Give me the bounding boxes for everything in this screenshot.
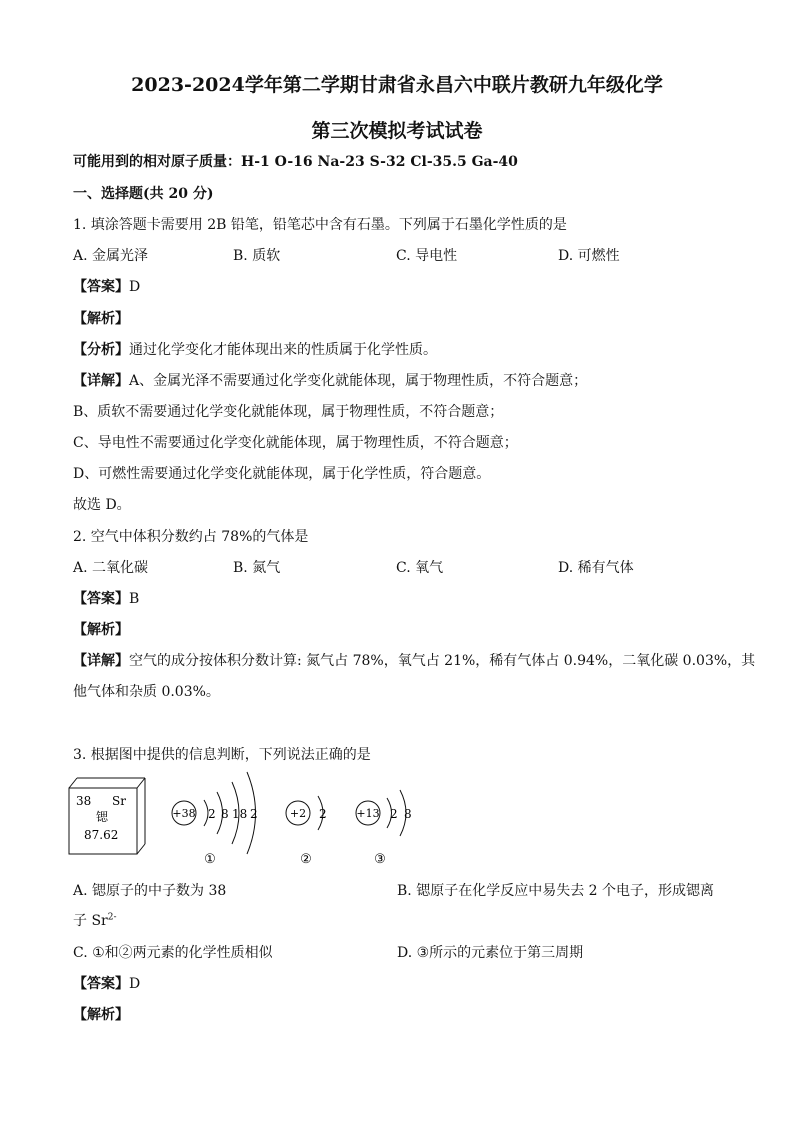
shell-1-2: 8 bbox=[221, 807, 229, 821]
q2-answer-line bbox=[73, 588, 139, 608]
element-name: 锶 bbox=[96, 810, 109, 824]
q2-detail-line2: 他气体和杂质 0.03%。 bbox=[73, 684, 220, 700]
answer-tag: 【答案】 bbox=[73, 279, 129, 295]
answer-tag: 【答案】 bbox=[73, 591, 129, 607]
q1-detail-line-a bbox=[73, 370, 587, 390]
detail-tag: 【详解】 bbox=[73, 653, 129, 669]
answer-tag: 【答案】 bbox=[73, 976, 129, 992]
shell-1-1: 2 bbox=[208, 807, 216, 821]
q3-answer: D bbox=[129, 976, 141, 992]
q2-option-b: B. 氮气 bbox=[233, 560, 281, 576]
q3-jiexi: 【解析】 bbox=[73, 1007, 129, 1023]
q3-option-d: D. ③所示的元素位于第三周期 bbox=[397, 945, 584, 961]
document-title-line1: 2023-2024学年第二学期甘肃省永昌六中联片教研九年级化学 bbox=[131, 74, 663, 96]
nucleus-2-charge: +2 bbox=[289, 807, 307, 820]
q3-option-b-line1: B. 锶原子在化学反应中易失去 2 个电子，形成锶离 bbox=[397, 883, 714, 899]
element-atomic-number: 38 bbox=[76, 794, 92, 808]
q1-detail-c: C、导电性不需要通过化学变化就能体现，属于物理性质，不符合题意； bbox=[73, 435, 518, 451]
q3-stem: 3. 根据图中提供的信息判断，下列说法正确的是 bbox=[73, 747, 371, 763]
shell-3-1: 2 bbox=[390, 807, 398, 821]
analysis-tag: 【分析】 bbox=[73, 342, 129, 358]
q3-option-b-text: 子 Sr bbox=[73, 913, 108, 929]
q1-option-d: D. 可燃性 bbox=[558, 248, 620, 264]
q1-conclusion: 故选 D。 bbox=[73, 497, 131, 513]
q1-jiexi: 【解析】 bbox=[73, 311, 129, 327]
section-heading-choice: 一、选择题(共 20 分) bbox=[73, 186, 214, 202]
q1-detail-a: A、金属光泽不需要通过化学变化就能体现，属于物理性质，不符合题意； bbox=[129, 373, 588, 389]
diagram-3-label: ③ bbox=[374, 852, 386, 867]
shell-2-1: 2 bbox=[319, 807, 327, 821]
q1-option-a: A. 金属光泽 bbox=[73, 248, 149, 264]
q2-option-c: C. 氧气 bbox=[396, 560, 444, 576]
q2-detail-1: 空气的成分按体积分数计算: 氮气占 78%，氧气占 21%，稀有气体占 0.94%，二氧化碳 0.03%，其 bbox=[129, 653, 756, 669]
q2-answer: B bbox=[129, 591, 140, 607]
q3-option-b-charge: 2- bbox=[107, 912, 117, 923]
nucleus-1-charge: +38 bbox=[172, 807, 196, 820]
q2-detail-line1 bbox=[73, 650, 755, 670]
q3-option-b-line2 bbox=[73, 910, 117, 930]
q1-detail-b: B、质软不需要通过化学变化就能体现，属于物理性质，不符合题意； bbox=[73, 404, 504, 420]
detail-tag: 【详解】 bbox=[73, 373, 129, 389]
element-symbol: Sr bbox=[112, 794, 126, 808]
q2-stem: 2. 空气中体积分数约占 78%的气体是 bbox=[73, 529, 309, 545]
shell-1-3: 18 bbox=[232, 807, 248, 821]
q1-option-c: C. 导电性 bbox=[396, 248, 458, 264]
q1-detail-d: D、可燃性需要通过化学变化就能体现，属于化学性质，符合题意。 bbox=[73, 466, 491, 482]
q3-option-c: C. ①和②两元素的化学性质相似 bbox=[73, 945, 273, 961]
q2-option-d: D. 稀有气体 bbox=[558, 560, 634, 576]
q3-answer-line bbox=[73, 973, 140, 993]
shell-1-4: 2 bbox=[250, 807, 258, 821]
q1-analysis-line bbox=[73, 339, 437, 359]
q1-answer-line bbox=[73, 276, 140, 296]
q1-answer: D bbox=[129, 279, 141, 295]
q3-option-a: A. 锶原子的中子数为 38 bbox=[73, 883, 227, 899]
nucleus-3-charge: +13 bbox=[356, 807, 380, 820]
diagram-2-label: ② bbox=[300, 852, 312, 867]
q2-jiexi: 【解析】 bbox=[73, 622, 129, 638]
atomic-masses-line: 可能用到的相对原子质量：H-1 O-16 Na-23 S-32 Cl-35.5 Ga-40 bbox=[73, 154, 518, 170]
q1-analysis: 通过化学变化才能体现出来的性质属于化学性质。 bbox=[129, 342, 437, 358]
q1-option-b: B. 质软 bbox=[233, 248, 281, 264]
element-mass: 87.62 bbox=[84, 828, 119, 842]
document-title-line2: 第三次模拟考试试卷 bbox=[311, 120, 483, 142]
q2-option-a: A. 二氧化碳 bbox=[73, 560, 149, 576]
q1-stem: 1. 填涂答题卡需要用 2B 铅笔，铅笔芯中含有石墨。下列属于石墨化学性质的是 bbox=[73, 217, 567, 233]
q3-figure bbox=[60, 768, 440, 870]
shell-3-2: 8 bbox=[404, 807, 412, 821]
diagram-1-label: ① bbox=[204, 852, 216, 867]
